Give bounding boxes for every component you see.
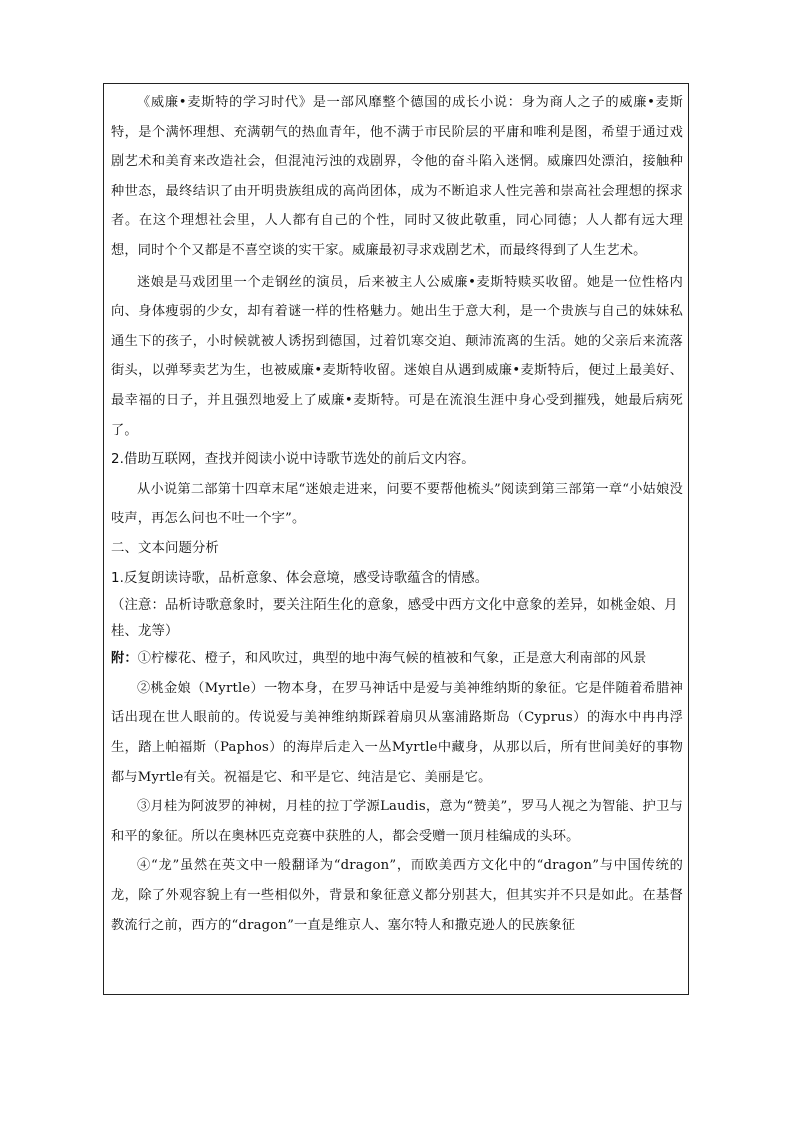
appendix-item-3: ③月桂为阿波罗的神树，月桂的拉丁学源Laudis，意为“赞美”，罗马人视之为智能、护卫与和平的象征。所以在奥林匹克竞赛中获胜的人，都会受赠一顶月桂编成的头环。 <box>111 799 683 844</box>
paragraph-mignon: 迷娘是马戏团里一个走钢丝的演员，后来被主人公威廉•麦斯特赎买收留。她是一位性格内向、身体瘦弱的少女，却有着谜一样的性格魅力。她出生于意大利，是一个贵族与自己的妹妹私通生下的孩子，小时候就被人诱拐到德国，过着饥寒交迫、颠沛流离的生活。她的父亲后来流落街头，以弹琴卖艺为生，也被威廉•麦斯特收留。迷娘自从遇到威廉•麦斯特后，便过上最美好、最幸福的日子，并且强烈地爱上了威廉•麦斯特。可是在流浪生涯中身心受到摧残，她最后病死了。 <box>111 274 683 438</box>
appendix-item-1 <box>111 644 683 674</box>
paragraph-reading-range: 从小说第二部第十四章末尾“迷娘走进来，问要不要帮他梳头”阅读到第三部第一章“小姑娘没吱声，再怎么问也不吐一个字”。 <box>111 481 683 527</box>
section-heading-text-analysis: 二、文本问题分析 <box>111 540 219 556</box>
appendix-label: 附： <box>111 651 138 667</box>
note-text: （注意：品析诗歌意象时，要关注陌生化的意象，感受中西方文化中意象的差异，如桃金娘、月桂、龙等） <box>111 598 678 639</box>
document-body <box>111 88 683 940</box>
task-item-1: 1.反复朗读诗歌，品析意象、体会意境，感受诗歌蕴含的情感。 <box>111 570 489 586</box>
appendix-item-2: ②桃金娘（Myrtle）一物本身，在罗马神话中是爱与美神维纳斯的象征。它是伴随着希腊神话出现在世人眼前的。传说爱与美神维纳斯踩着扇贝从塞浦路斯岛（Cyprus）的海水中冉冉浮生，踏上帕福斯（Paphos）的海岸后走入一丛Myrtle中藏身，从那以后，所有世间美好的事物都与Myrtle有关。祝福是它、和平是它、纯洁是它、美丽是它。 <box>111 680 683 785</box>
paragraph-summary: 《威廉•麦斯特的学习时代》是一部风靡整个德国的成长小说：身为商人之子的威廉•麦斯特，是个满怀理想、充满朝气的热血青年，他不满于市民阶层的平庸和唯利是图，希望于通过戏剧艺术和美育来改造社会，但混沌污浊的戏剧界，令他的奋斗陷入迷惘。威廉四处漂泊，接触种种世态，最终结识了由开明贵族组成的高尚团体，成为不断追求人性完善和崇高社会理想的探求者。在这个理想社会里，人人都有自己的个性，同时又彼此敬重，同心同德；人人都有远大理想，同时个个又都是不喜空谈的实干家。威廉最初寻求戏剧艺术，而最终得到了人生艺术。 <box>111 95 683 258</box>
appendix-item-4: ④“龙”虽然在英文中一般翻译为“dragon”，而欧美西方文化中的“dragon”与中国传统的龙，除了外观容貌上有一些相似外，背景和象征意义都分别甚大，但其实并不只是如此。在基督教流行之前，西方的“dragon”一直是维京人、塞尔特人和撒克逊人的民族象征 <box>111 858 683 933</box>
task-item-2: 2.借助互联网，查找并阅读小说中诗歌节选处的前后文内容。 <box>111 452 475 468</box>
appendix-item-1-text: ①柠檬花、橙子，和风吹过，典型的地中海气候的植被和气象，正是意大利南部的风景 <box>137 651 647 667</box>
